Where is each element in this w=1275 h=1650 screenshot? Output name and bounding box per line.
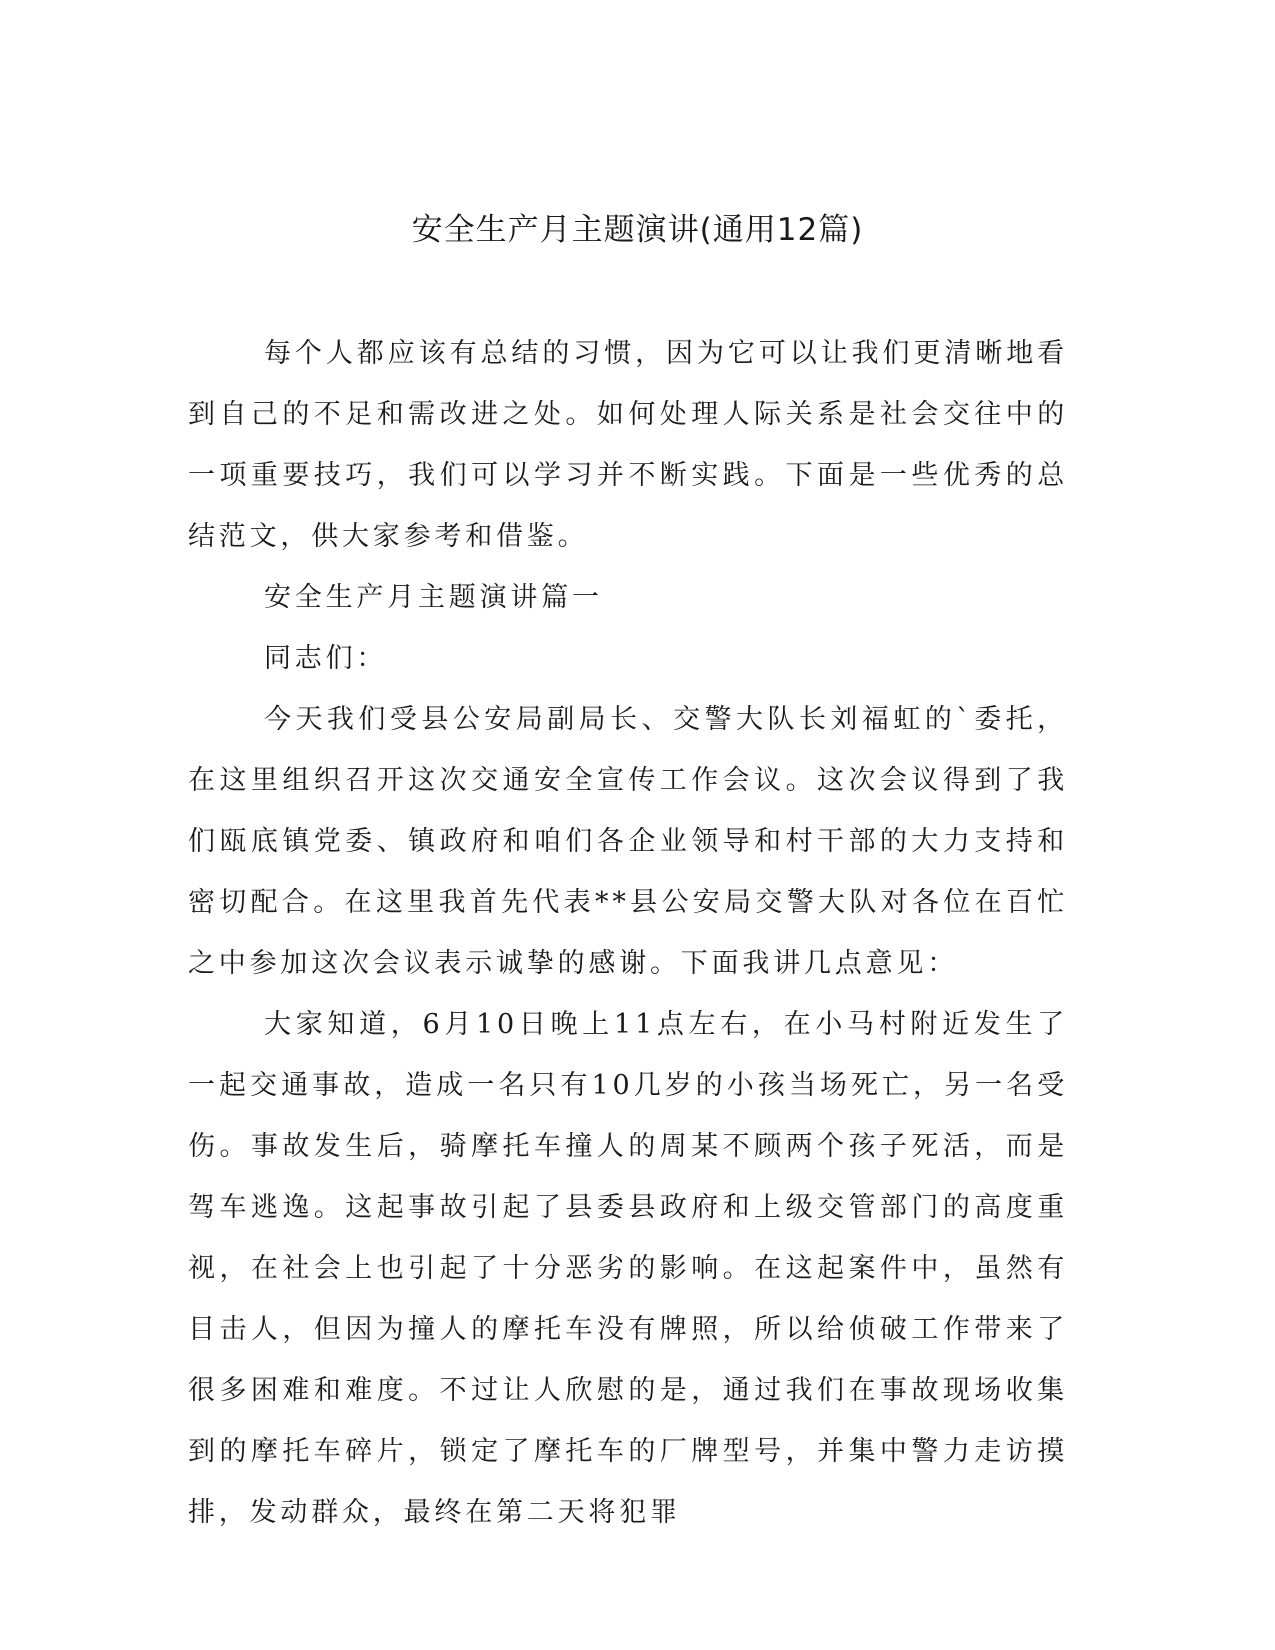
body-paragraph: 今天我们受县公安局副局长、交警大队长刘福虹的`委托，在这里组织召开这次交通安全宣传工作会议。这次会议得到了我们瓯底镇党委、镇政府和咱们各企业领导和村干部的大力支持和密切配合。在这里我首先代表**县公安局交警大队对各位在百忙之中参加这次会议表示诚挚的感谢。下面我讲几点意见： [188, 704, 1068, 979]
section-heading: 安全生产月主题演讲篇一 [264, 582, 603, 613]
body-paragraph: 大家知道，6月10日晚上11点左右，在小马村附近发生了一起交通事故，造成一名只有10几岁的小孩当场死亡，另一名受伤。事故发生后，骑摩托车撞人的周某不顾两个孩子死活，而是驾车逃逸。这起事故引起了县委县政府和上级交管部门的高度重视，在社会上也引起了十分恶劣的影响。在这起案件中，虽然有目击人，但因为撞人的摩托车没有牌照，所以给侦破工作带来了很多困难和难度。不过让人欣慰的是，通过我们在事故现场收集到的摩托车碎片，锁定了摩托车的厂牌型号，并集中警力走访摸排，发动群众，最终在第二天将犯罪 [188, 1009, 1068, 1528]
document-title: 安全生产月主题演讲(通用12篇) [411, 212, 864, 248]
salutation: 同志们： [264, 643, 388, 674]
document-body [188, 323, 1068, 1543]
intro-paragraph: 每个人都应该有总结的习惯，因为它可以让我们更清晰地看到自己的不足和需改进之处。如何处理人际关系是社会交往中的一项重要技巧，我们可以学习并不断实践。下面是一些优秀的总结范文，供大家参考和借鉴。 [188, 338, 1068, 552]
